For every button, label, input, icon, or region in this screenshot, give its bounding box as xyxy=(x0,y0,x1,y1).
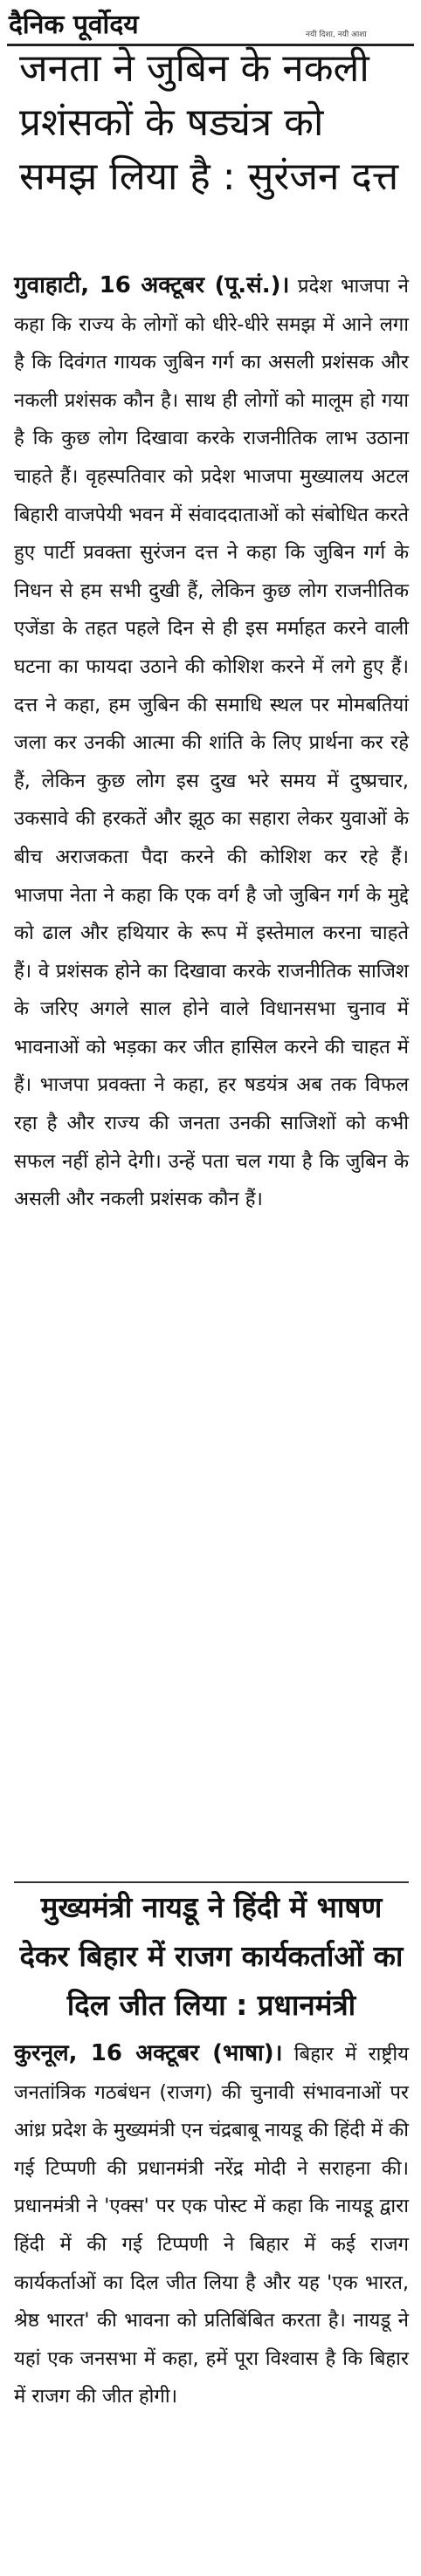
article-2-body xyxy=(14,2035,409,2416)
article-2-headline: मुख्यमंत्री नायडू ने हिंदी में भाषण देकर बिहार में राजग कार्यकर्ताओं का दिल जीत लिया : प्रधानमंत्री xyxy=(19,1890,404,2022)
article-2-dateline: कुरनूल, 16 अक्टूबर (भाषा)। xyxy=(14,2040,283,2066)
article-1-headline: जनता ने जुबिन के नकली प्रशंसकों के षड्यंत्र को समझ लिया है : सुरंजन दत्त xyxy=(19,46,399,199)
article-1-text: प्रदेश भाजपा ने कहा कि राज्य के लोगों को धीरे-धीरे समझ में आने लगा है कि दिवंगत गायक जुबिन गर्ग का असली प्रशंसक और नकली प्रशंसक कौन है। साथ ही लोगों को मालूम हो गया है कि कुछ लोग दिखावा करके राजनीतिक लाभ उठाना चाहते हैं। वृहस्पतिवार को प्रदेश भाजपा मुख्यालय अटल बिहारी वाजपेयी भवन में संवाददाताओं को संबोधित करते हुए पार्टी प्रवक्ता सुरंजन दत्त ने कहा कि जुबिन गर्ग के निधन से हम सभी दुखी हैं, लेकिन कुछ लोग राजनीतिक एजेंडा के तहत पहले दिन से ही इस मर्माहत करने वाली घटना का फायदा उठाने की कोशिश करने में लगे हुए हैं। दत्त ने कहा, हम जुबिन की समाधि स्थल पर मोमबतियां जला कर उनकी आत्मा की शांति के लिए प्रार्थना कर रहे हैं, लेकिन कुछ लोग इस दुख भरे समय में दुष्प्रचार, उकसावे की हरकतें और झूठ का सहारा लेकर युवाओं के बीच अराजकता पैदा करने की कोशिश कर रहे हैं। भाजपा नेता ने कहा कि एक वर्ग है जो जुबिन गर्ग के मुद्दे को ढाल और हथियार के रूप में इस्तेमाल करना चाहते हैं। वे प्रशंसक होने का दिखावा करके राजनीतिक साजिश के जरिए अगले साल होने वाले विधानसभा चुनाव में भावनाओं को भड़का कर जीत हासिल करने की चाहत में हैं। भाजपा प्रवक्ता ने कहा, हर षडयंत्र अब तक विफल रहा है और राज्य की जनता उनकी साजिशों को कभी सफल नहीं होने देगी। उन्हें पता चल गया है कि जुबिन के असली और नकली प्रशंसक कौन हैं। xyxy=(14,275,409,1211)
article-2-text: बिहार में राष्ट्रीय जनतांत्रिक गठबंधन (राजग) की चुनावी संभावनाओं पर आंध्र प्रदेश के मुख्यमंत्री एन चंद्रबाबू नायडू की हिंदी में की गई टिप्पणी की प्रधानमंत्री नरेंद्र मोदी ने सराहना की। प्रधानमंत्री ने 'एक्स' पर एक पोस्ट में कहा कि नायडू द्वारा हिंदी में की गई टिप्पणी ने बिहार में कई राजग कार्यकर्ताओं का दिल जीत लिया है और यह 'एक भारत, श्रेष्ठ भारत' की भावना को प्रतिबिंबित करता है। नायडू ने यहां एक जनसभा में कहा, हमें पूरा विश्वास है कि बिहार में राजग की जीत होगी। xyxy=(14,2043,409,2408)
newspaper-tagline: नयी दिशा, नयी आशा xyxy=(306,31,367,39)
article-1-body xyxy=(14,267,409,1219)
newspaper-logo: दैनिक पूर्वोदय xyxy=(9,10,139,40)
article-1-dateline: गुवाहाटी, 16 अक्टूबर (पू.सं.)। xyxy=(14,272,290,298)
